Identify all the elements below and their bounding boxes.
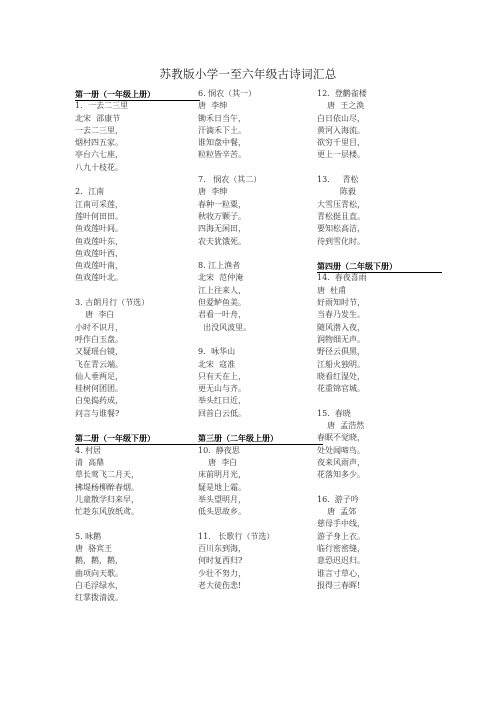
grade-section-heading: 第四册（二年级下册）	[317, 260, 442, 273]
spacer	[75, 420, 200, 432]
poem-line: 10. 静夜思	[198, 445, 240, 455]
poem-line: 黄河入海流。	[317, 125, 365, 135]
spacer	[198, 248, 323, 260]
poem-line: 夜来风雨声，	[317, 457, 365, 467]
poem-line: 谁言寸草心，	[317, 568, 365, 578]
poem-line: 欲穷千里目，	[317, 138, 365, 148]
poem-line: 要知松高洁，	[317, 224, 365, 234]
poem-line: 4. 村居	[75, 445, 102, 455]
poem-line: 更上一层楼。	[317, 150, 365, 160]
poem-line: 1．一去二三里	[75, 101, 129, 111]
poem-line: 报得三春晖!	[317, 580, 361, 590]
poem-line: 江船火独明。	[317, 359, 365, 369]
poem-line: 待到雪化时。	[317, 236, 365, 246]
poem-line: 白毛浮绿水，	[75, 580, 123, 590]
poem-line: 亭台六七座，	[75, 150, 123, 160]
poem-line: 疑是地上霜。	[198, 482, 246, 492]
poem-line: 四海无闲田，	[198, 224, 246, 234]
section-heading-line	[317, 260, 442, 272]
poem-line: 13. 青松	[317, 175, 359, 185]
poem-line: 但爱鲈鱼美。	[198, 298, 246, 308]
poem-line: 唐 骆宾王	[75, 543, 113, 553]
poem-line: 老大徒伤悲!	[198, 580, 242, 590]
poem-line: 唐 杜甫	[317, 285, 347, 295]
poem-line: 6. 悯农（其一）	[198, 89, 257, 98]
poem-line: 粒粒皆辛苦。	[198, 150, 246, 160]
poem-line: 忙趁东风放纸鸢。	[75, 507, 139, 517]
poem-line: 8. 江上渔者	[198, 261, 241, 271]
poem-line: 曲项向天歌。	[75, 568, 123, 578]
poem-line: 花重锦官城。	[317, 384, 365, 394]
poem-line: 谁知盘中餐，	[198, 138, 246, 148]
poem-line: 2．江南	[75, 187, 105, 197]
spacer	[75, 285, 200, 297]
poem-line: 鱼戏莲叶间。	[75, 224, 123, 234]
poem-line: 百川东到海，	[198, 543, 246, 553]
poem-line: 江上往来人，	[198, 285, 246, 295]
poem-line: 春眠不觉晓，	[317, 433, 365, 443]
poem-line: 床前明月光，	[198, 470, 246, 480]
spacer	[198, 162, 323, 174]
section-heading-line	[198, 432, 323, 444]
poem-line: 鱼戏莲叶东，	[75, 236, 123, 246]
poem-column-2	[198, 88, 323, 592]
grade-section-heading: 第三册（二年级上册）	[198, 432, 323, 445]
poem-line: 白兔捣药成，	[75, 396, 123, 406]
poem-line: 随风潜入夜，	[317, 322, 365, 332]
poem-line: 北宋 范仲淹	[198, 273, 244, 283]
poem-line: 更无山与齐。	[198, 384, 246, 394]
poem-line: 唐 孟浩然	[317, 421, 365, 431]
poem-line: 鹅，鹅，鹅，	[75, 556, 123, 566]
poem-line: 秋收万颗子。	[198, 211, 246, 221]
poem-line: 举头红日近，	[198, 396, 246, 406]
poem-column-1	[75, 88, 200, 604]
section-heading-line	[75, 88, 200, 100]
poem-line: 花落知多少。	[317, 470, 365, 480]
poem-line: 唐 李白	[198, 457, 238, 467]
poem-line: 15. 春晓	[317, 408, 351, 418]
section-heading-line	[75, 432, 200, 444]
poem-line: 晓看红湿处，	[317, 371, 365, 381]
poem-line: 当春乃发生。	[317, 310, 365, 320]
poem-line: 处处闻啼鸟。	[317, 445, 365, 455]
poem-line: 八九十枝花。	[75, 162, 123, 172]
poem-line: 好雨知时节，	[317, 298, 365, 308]
poem-line: 鱼戏莲叶西，	[75, 248, 123, 258]
poem-line: 14. 春夜喜雨	[317, 273, 367, 283]
poem-line: 唐 李白	[75, 310, 115, 320]
poem-line: 青松挺且直。	[317, 211, 365, 221]
spacer	[317, 248, 442, 260]
poem-line: 清 高鼎	[75, 457, 105, 467]
poem-line: 举头望明月，	[198, 494, 246, 504]
poem-line: 君看一叶舟，	[198, 310, 246, 320]
spacer	[198, 334, 323, 346]
poem-line: 又疑瑶台镜，	[75, 347, 123, 357]
poem-line: 小时不识月，	[75, 322, 123, 332]
poem-column-3	[317, 88, 442, 592]
poem-line: 游子身上衣。	[317, 531, 365, 541]
page-title: 苏教版小学一至六年级古诗词汇总	[159, 67, 337, 81]
poem-line: 唐 李绅	[198, 187, 228, 197]
poem-line: 江南可采莲，	[75, 199, 123, 209]
poem-line: 12. 登鹳雀楼	[317, 89, 367, 98]
poem-line: 北宋 邵康节	[75, 113, 121, 123]
spacer	[75, 174, 200, 186]
poem-line: 陈毅	[317, 187, 356, 197]
poem-line: 农夫犹饿死。	[198, 236, 246, 246]
poem-line: 仙人垂两足，	[75, 371, 123, 381]
poem-line: 桂树何团团。	[75, 384, 123, 394]
grade-section-heading: 第二册（一年级下册）	[75, 432, 200, 445]
poem-line: 草长莺飞二月天，	[75, 470, 139, 480]
poem-line: 儿童散学归来早，	[75, 494, 139, 504]
poem-line: 意恐迟迟归。	[317, 556, 365, 566]
poem-line: 烟村四五家。	[75, 138, 123, 148]
poem-line: 少壮不努力，	[198, 568, 246, 578]
poem-line: 红掌拨清波。	[75, 593, 123, 603]
poem-line: 唐 李绅	[198, 101, 228, 111]
poem-line: 回首白云低。	[198, 408, 246, 418]
poem-line: 润物细无声。	[317, 334, 365, 344]
spacer	[75, 518, 200, 530]
poem-line: 7. 悯农（其二）	[198, 175, 262, 185]
poem-line: 唐 孟郊	[317, 507, 357, 517]
poem-line: 一去二三里，	[75, 125, 123, 135]
poem-line: 临行密密缝，	[317, 543, 365, 553]
poem-line: 野径云俱黑，	[317, 347, 365, 357]
poem-line: 只有天在上，	[198, 371, 246, 381]
poem-line: 鱼戏莲叶南，	[75, 261, 123, 271]
spacer	[317, 395, 442, 407]
spacer	[317, 482, 442, 494]
poem-line: 何时复西归?	[198, 556, 243, 566]
poem-line: 春种一粒粟，	[198, 199, 246, 209]
poem-line: 唐 王之涣	[317, 101, 365, 111]
poem-line: 5. 咏鹅	[75, 531, 102, 541]
poem-line: 白日依山尽，	[317, 113, 365, 123]
poem-line: 飞在青云端。	[75, 359, 123, 369]
poem-line: 莲叶何田田。	[75, 211, 123, 221]
poem-line: 问言与谁餐?	[75, 408, 120, 418]
grade-section-heading: 第一册（一年级上册）	[75, 88, 200, 101]
poem-line: 3. 古朗月行（节选）	[75, 298, 150, 308]
poem-line: 鱼戏莲叶北。	[75, 273, 123, 283]
poem-line: 16. 游子吟	[317, 494, 359, 504]
poem-line: 锄禾日当午，	[198, 113, 246, 123]
spacer	[198, 518, 323, 530]
poem-line: 出没风波里。	[198, 322, 252, 332]
spacer	[317, 162, 442, 174]
poem-line: 大雪压青松，	[317, 199, 365, 209]
poem-line: 北宋 寇准	[198, 359, 236, 369]
poem-line: 拂堤杨柳醉春烟。	[75, 482, 139, 492]
poem-line: 汗滴禾下土。	[198, 125, 246, 135]
poem-line: 9．咏华山	[198, 347, 236, 357]
poem-line: 慈母手中线，	[317, 519, 365, 529]
poem-line: 呼作白玉盘。	[75, 334, 123, 344]
spacer	[198, 420, 323, 432]
poem-line: 11. 长歌行（节选）	[198, 531, 275, 541]
poem-line: 低头思故乡。	[198, 507, 246, 517]
